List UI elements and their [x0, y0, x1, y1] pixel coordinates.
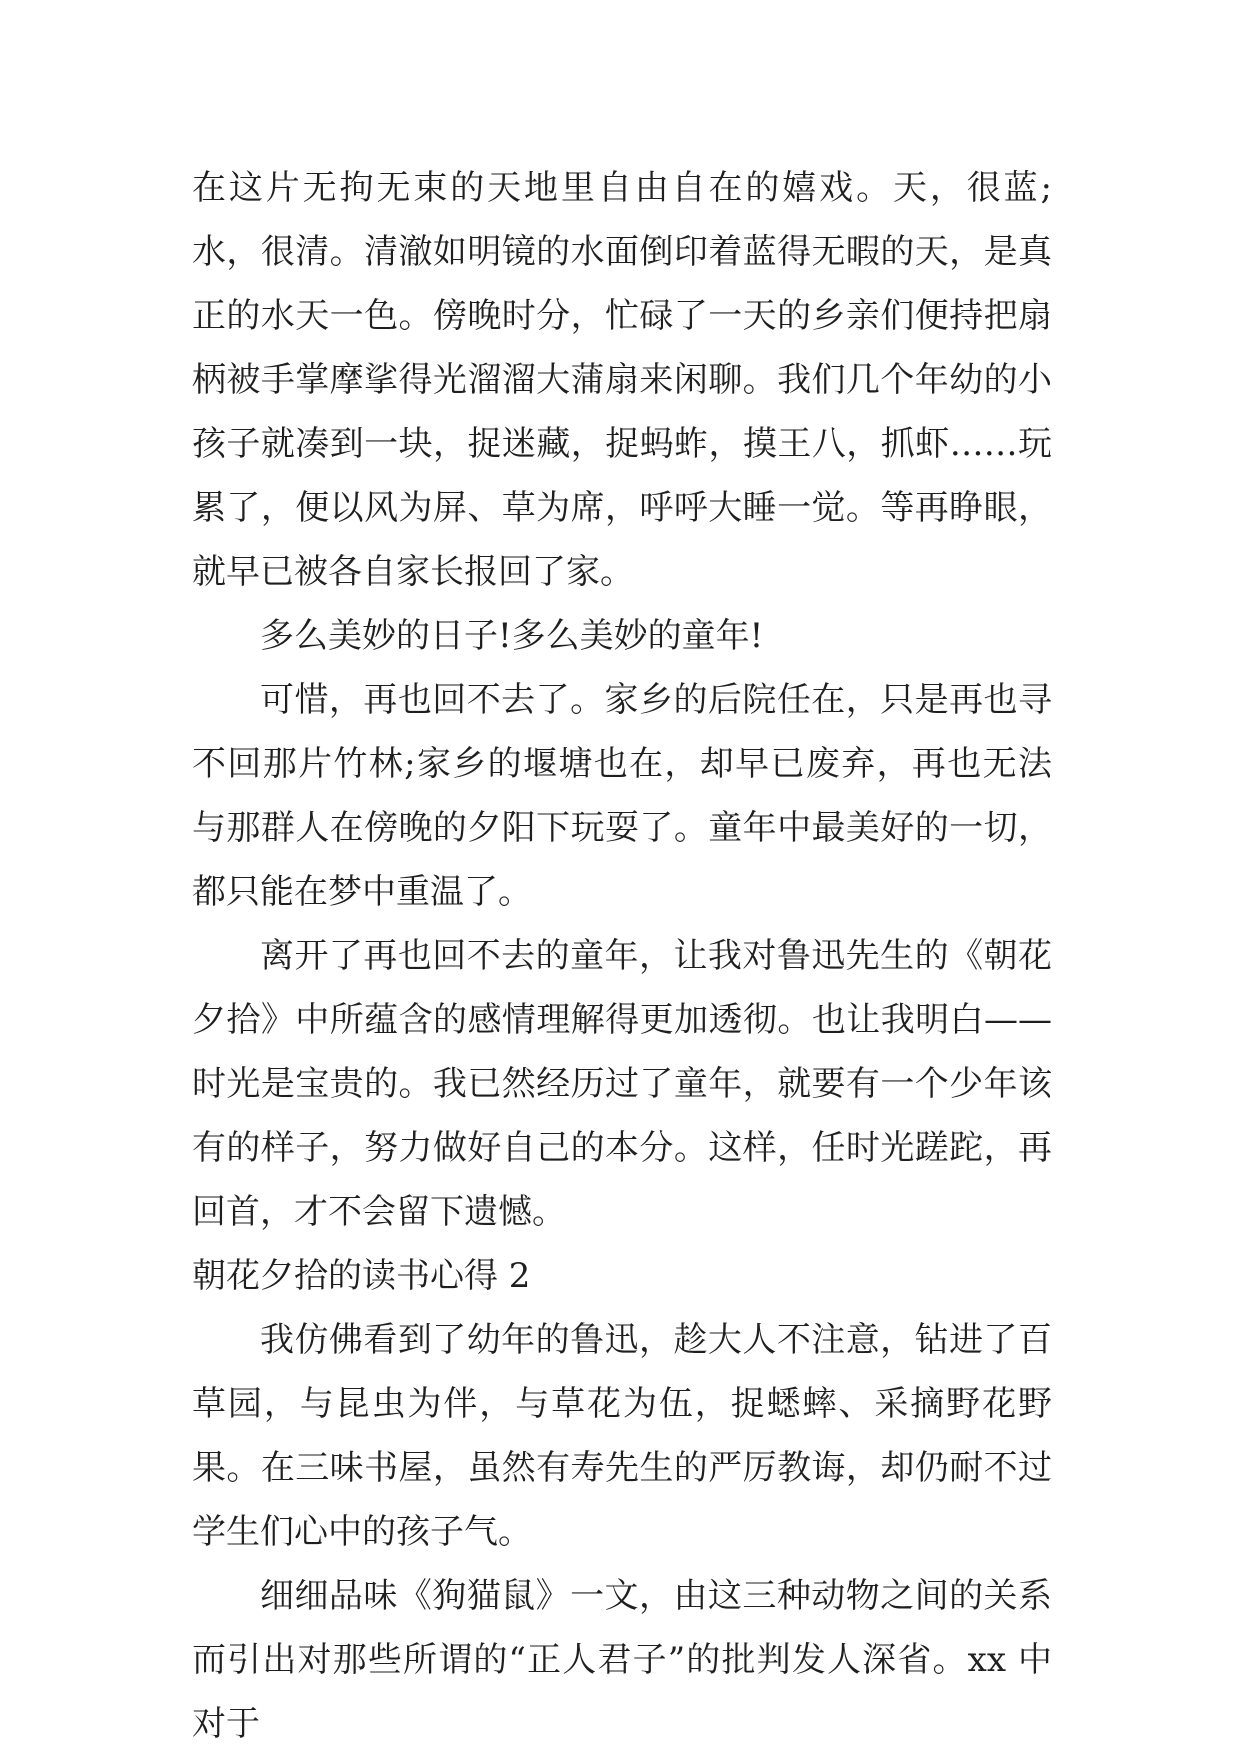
- paragraph: 多么美妙的日子!多么美妙的童年!: [260, 616, 764, 656]
- paragraph: 可惜，再也回不去了。家乡的后院任在，只是再也寻不回那片竹林;家乡的堰塘也在，却早已废弃，再也无法与那群人在傍晚的夕阳下玩耍了。童年中最美好的一切，都只能在梦中重温了。: [192, 680, 1052, 912]
- document-body: [192, 156, 1052, 1756]
- paragraph: 我仿佛看到了幼年的鲁迅，趁大人不注意，钻进了百草园，与昆虫为伴，与草花为伍，捉蟋蟀、采摘野花野果。在三味书屋，虽然有寿先生的严厉教诲，却仍耐不过学生们心中的孩子气。: [192, 1320, 1052, 1552]
- section-heading: 朝花夕拾的读书心得 2: [192, 1256, 531, 1296]
- paragraph: 细细品味《狗猫鼠》一文，由这三种动物之间的关系而引出对那些所谓的“正人君子”的批判发人深省。xx 中对于: [192, 1576, 1052, 1744]
- paragraph-continued: 在这片无拘无束的天地里自由自在的嬉戏。天，很蓝;水，很清。清澈如明镜的水面倒印着蓝得无暇的天，是真正的水天一色。傍晚时分，忙碌了一天的乡亲们便持把扇柄被手掌摩挲得光溜溜大蒲扇来闲聊。我们几个年幼的小孩子就凑到一块，捉迷藏，捉蚂蚱，摸王八，抓虾……玩累了，便以风为屏、草为席，呼呼大睡一觉。等再睁眼，就早已被各自家长报回了家。: [192, 168, 1052, 592]
- paragraph: 离开了再也回不去的童年，让我对鲁迅先生的《朝花夕拾》中所蕴含的感情理解得更加透彻。也让我明白——时光是宝贵的。我已然经历过了童年，就要有一个少年该有的样子，努力做好自己的本分。这样，任时光蹉跎，再回首，才不会留下遗憾。: [192, 936, 1052, 1232]
